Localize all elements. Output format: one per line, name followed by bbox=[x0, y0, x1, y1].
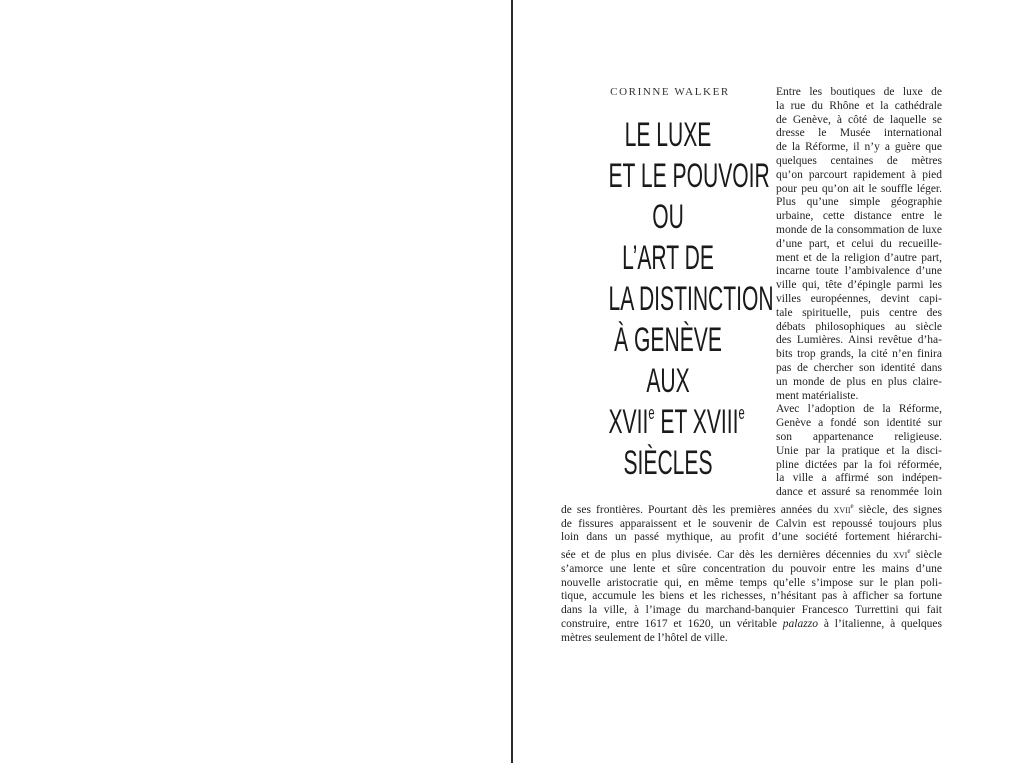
century-ordinal: e bbox=[907, 547, 911, 556]
text-line: ville qui, tête d’épingle parmi les bbox=[776, 279, 942, 292]
title-line: L’ART DE bbox=[622, 239, 714, 277]
text-fragment: construire, entre 1617 et 1620, un véritable bbox=[561, 618, 783, 631]
text-line bbox=[561, 545, 942, 563]
text-line: tique, accumule les biens et les richesses, n’hésitant pas à afficher sa fortune bbox=[561, 590, 942, 603]
text-fragment: siècle bbox=[910, 549, 942, 562]
century-17-ordinal: e bbox=[648, 403, 655, 423]
text-fragment: sée et de plus en plus divisée. Car dès les dernières décennies du bbox=[561, 549, 894, 562]
text-line: mètres seulement de l’hôtel de ville. bbox=[561, 631, 728, 644]
title-line: LE LUXE bbox=[624, 116, 712, 154]
text-line: villes européennes, devint capi- bbox=[776, 292, 942, 305]
text-line: tale spirituelle, puis centre des bbox=[776, 306, 942, 319]
title-line: SIÈCLES bbox=[623, 444, 713, 482]
text-line: pline dictées par la foi réformée, bbox=[776, 458, 942, 471]
text-line: pas de chercher son identité dans bbox=[776, 361, 942, 374]
text-line: nouvelle aristocratie qui, en même temps qu’elle s’impose sur le plan poli- bbox=[561, 576, 942, 589]
text-line: de la Réforme, il n’y a guère que bbox=[776, 141, 942, 154]
text-line: dresse le Musée international bbox=[776, 127, 942, 140]
text-line: des Lumières. Ainsi revêtue d’ha- bbox=[776, 334, 942, 347]
text-fragment: siècle, des signes bbox=[853, 503, 942, 516]
text-line: de Genève, à côté de laquelle se bbox=[776, 113, 942, 126]
body-text-full-width bbox=[561, 500, 942, 646]
body-text-column bbox=[776, 86, 942, 500]
text-line: pour peu qu’on ait le souffle léger. bbox=[776, 182, 942, 195]
text-line: la ville a affirmé son indépen- bbox=[776, 472, 942, 485]
text-line bbox=[561, 500, 942, 518]
text-line: urbaine, cette distance entre le bbox=[776, 210, 942, 223]
text-line: la rue du Rhône et la cathédrale bbox=[776, 99, 942, 112]
title-line: ET LE POUVOIR bbox=[608, 157, 770, 195]
text-line: qu’on parcourt rapidement à pied bbox=[776, 168, 942, 181]
chapter-title bbox=[572, 115, 774, 484]
text-line bbox=[561, 618, 942, 632]
text-line: son appartenance religieuse. bbox=[776, 430, 942, 443]
text-line: Genève a fondé son identité sur bbox=[776, 417, 942, 430]
text-line: Avec l’adoption de la Réforme, bbox=[776, 403, 942, 416]
century-numeral: xvi bbox=[893, 549, 908, 562]
text-line: incarne toute l’ambivalence d’une bbox=[776, 265, 942, 278]
century-ordinal: e bbox=[850, 502, 854, 510]
text-line: loin dans un passé mythique, au profit d’une société fortement hiérarchi- bbox=[561, 531, 942, 544]
text-line: dance et assuré sa renommée loin bbox=[776, 486, 942, 499]
text-line: débats philosophiques au siècle bbox=[776, 320, 942, 333]
text-line: d’une part, et celui du recueille- bbox=[776, 237, 942, 250]
title-line: LA DISTINCTION bbox=[608, 280, 774, 318]
title-line-centuries bbox=[608, 402, 745, 443]
book-gutter-line bbox=[511, 0, 513, 763]
title-connector: ET bbox=[654, 403, 693, 441]
text-fragment: de ses frontières. Pourtant dès les premières années du bbox=[561, 503, 834, 516]
text-line: de fissures apparaissent et le souvenir de Calvin est repoussé toujours plus bbox=[561, 517, 942, 530]
text-line: quelques centaines de mètres bbox=[776, 154, 942, 167]
author-name: CORINNE WALKER bbox=[610, 86, 730, 98]
text-line: ment et de la religion d’autre part, bbox=[776, 251, 942, 264]
century-18: XVIII bbox=[692, 403, 739, 441]
title-line: OU bbox=[652, 198, 684, 236]
century-17: XVII bbox=[608, 403, 649, 441]
text-line: bits trop grands, la cité n’en finira bbox=[776, 348, 942, 361]
text-line: un monde de plus en plus claire- bbox=[776, 375, 942, 388]
text-line: ment matérialiste. bbox=[776, 389, 859, 402]
text-line: Entre les boutiques de luxe de bbox=[776, 86, 942, 98]
text-line: Plus qu’une simple géographie bbox=[776, 196, 942, 209]
text-line: dans la ville, à l’image du marchand-banquier Francesco Turrettini qui fait bbox=[561, 604, 942, 617]
title-line: AUX bbox=[646, 362, 690, 400]
text-line: monde de la consommation de luxe bbox=[776, 223, 942, 236]
text-line: Unie par la pratique et la disci- bbox=[776, 444, 942, 457]
italic-term: palazzo bbox=[782, 618, 818, 631]
century-numeral: xvii bbox=[833, 503, 851, 516]
century-18-ordinal: e bbox=[738, 403, 745, 423]
text-fragment: à l’italienne, à quelques bbox=[817, 618, 942, 631]
title-line: À GENÈVE bbox=[614, 321, 722, 359]
text-line: s’amorce une lente et sûre concentration du pouvoir entre les mains d’une bbox=[561, 562, 942, 575]
